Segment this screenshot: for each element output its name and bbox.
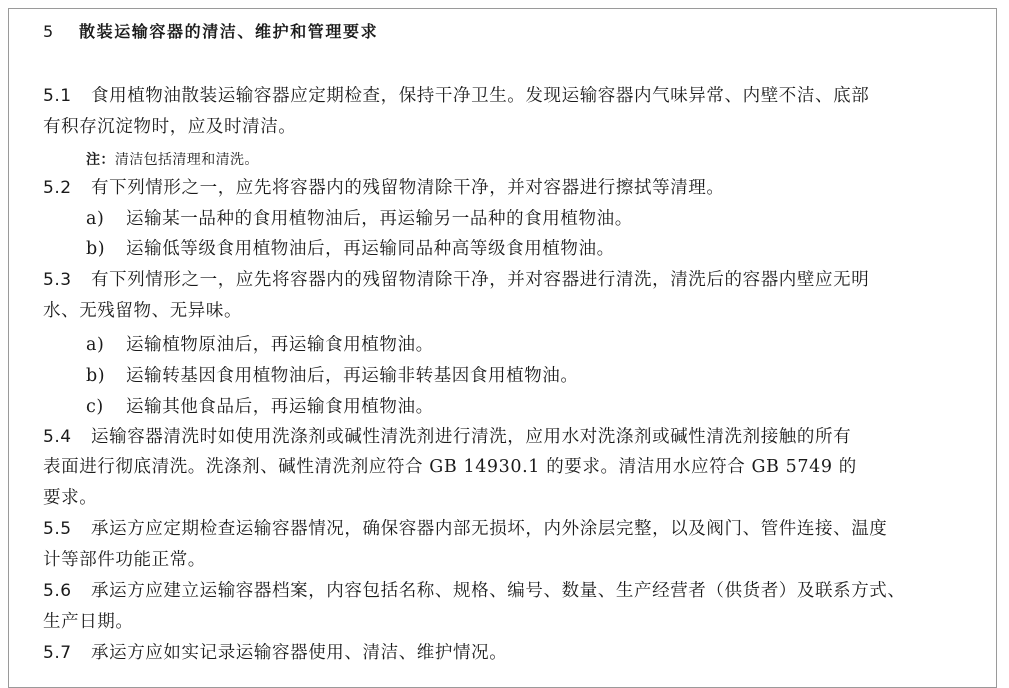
list-item xyxy=(86,238,615,260)
list-item-label: b) xyxy=(86,239,106,259)
clause-5-1-note xyxy=(86,149,259,171)
clause-number: 5.1 xyxy=(43,86,72,106)
clause-5-4-line-2: 表面进行彻底清洗。洗涤剂、碱性清洗剂应符合 GB 14930.1 的要求。清洁用水应符合 GB 5749 的 xyxy=(43,457,857,477)
clause-text: 承运方应建立运输容器档案，内容包括名称、规格、编号、数量、生产经营者（供货者）及联系方式、 xyxy=(91,581,906,601)
clause-text: 运输容器清洗时如使用洗涤剂或碱性清洗剂进行清洗，应用水对洗涤剂或碱性清洗剂接触的所有 xyxy=(91,427,852,447)
clause-5-6-line-1 xyxy=(43,580,906,602)
list-item-text: 运输某一品种的食用植物油后，再运输另一品种的食用植物油。 xyxy=(126,209,633,229)
clause-number: 5.5 xyxy=(43,519,72,539)
list-item xyxy=(86,396,434,418)
clause-text: 有下列情形之一，应先将容器内的残留物清除干净，并对容器进行清洗，清洗后的容器内壁应无明 xyxy=(91,270,870,290)
clause-number: 5.6 xyxy=(43,581,72,601)
clause-5-5-line-1 xyxy=(43,518,887,540)
section-title: 散装运输容器的清洁、维护和管理要求 xyxy=(79,22,379,41)
list-item xyxy=(86,365,579,387)
list-item-text: 运输转基因食用植物油后，再运输非转基因食用植物油。 xyxy=(126,366,579,386)
clause-number: 5.3 xyxy=(43,270,72,290)
clause-text: 承运方应如实记录运输容器使用、清洁、维护情况。 xyxy=(91,643,508,663)
note-label: 注： xyxy=(86,152,115,168)
clause-5-1-line-1 xyxy=(43,85,869,107)
clause-5-2-line-1 xyxy=(43,177,725,199)
clause-number: 5.4 xyxy=(43,427,72,447)
clause-text: 食用植物油散装运输容器应定期检查，保持干净卫生。发现运输容器内气味异常、内壁不洁、底部 xyxy=(91,86,870,106)
clause-5-3-line-2: 水、无残留物、无异味。 xyxy=(43,301,243,321)
list-item-label: a) xyxy=(86,335,105,355)
list-item-text: 运输植物原油后，再运输食用植物油。 xyxy=(126,335,434,355)
note-text: 清洁包括清理和清洗。 xyxy=(114,152,259,168)
section-heading xyxy=(43,21,378,43)
clause-5-4-line-3: 要求。 xyxy=(43,488,98,508)
clause-text: 有下列情形之一，应先将容器内的残留物清除干净，并对容器进行擦拭等清理。 xyxy=(91,178,725,198)
list-item-text: 运输其他食品后，再运输食用植物油。 xyxy=(126,397,434,417)
list-item-label: a) xyxy=(86,209,105,229)
list-item xyxy=(86,208,633,230)
clause-5-6-line-2: 生产日期。 xyxy=(43,612,134,632)
clause-5-7-line-1 xyxy=(43,642,507,664)
clause-number: 5.2 xyxy=(43,178,72,198)
list-item-label: b) xyxy=(86,366,106,386)
clause-5-1-line-2: 有积存沉淀物时，应及时清洁。 xyxy=(43,117,297,137)
clause-5-4-line-1 xyxy=(43,426,851,448)
clause-5-5-line-2: 计等部件功能正常。 xyxy=(43,550,206,570)
clause-text: 承运方应定期检查运输容器情况，确保容器内部无损坏，内外涂层完整，以及阀门、管件连接、温度 xyxy=(91,519,888,539)
clause-5-3-line-1 xyxy=(43,269,869,291)
section-number: 5 xyxy=(43,22,54,41)
list-item-text: 运输低等级食用植物油后，再运输同品种高等级食用植物油。 xyxy=(126,239,615,259)
list-item-label: c) xyxy=(86,397,104,417)
list-item xyxy=(86,334,434,356)
clause-number: 5.7 xyxy=(43,643,72,663)
